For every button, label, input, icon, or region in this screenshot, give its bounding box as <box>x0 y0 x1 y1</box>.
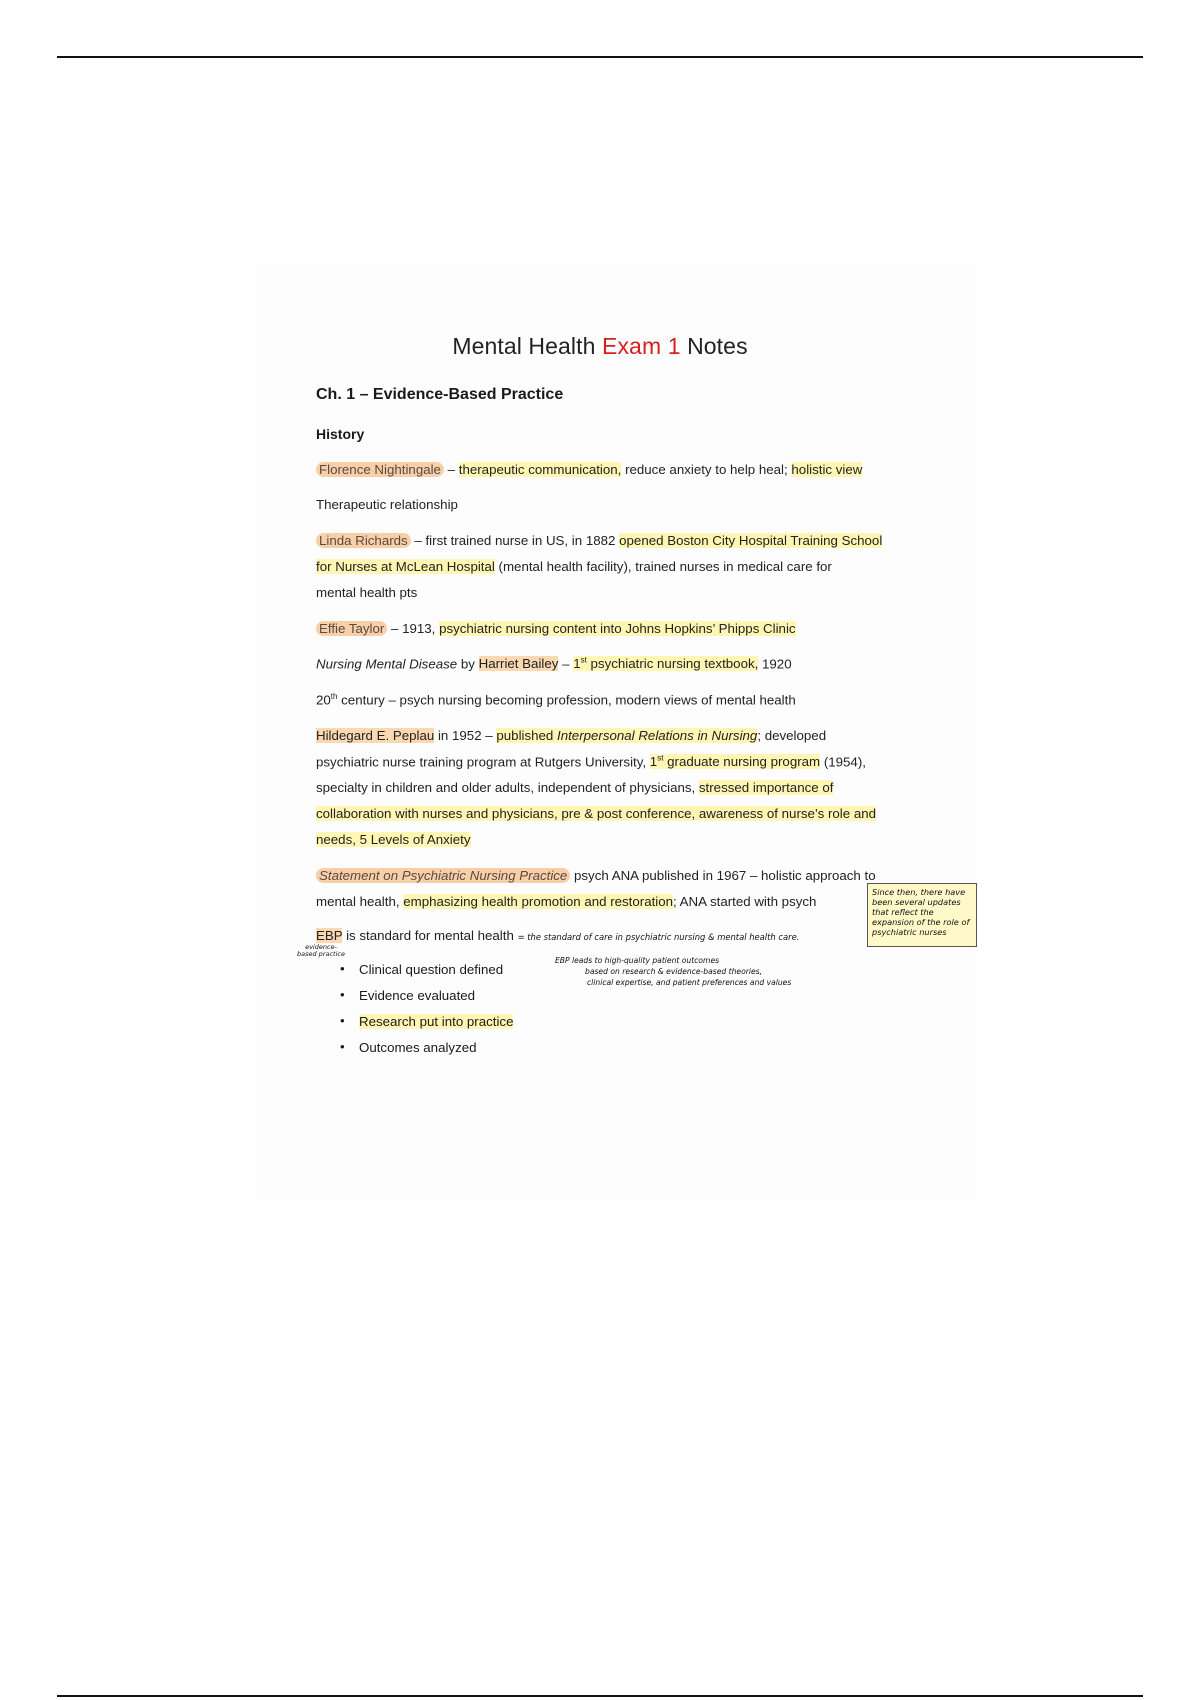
note-line: mental health pts <box>316 585 418 600</box>
handwritten-annotation: = the standard of care in psychiatric nursing & mental health care. <box>517 932 800 942</box>
list-item: • Research put into practice <box>340 1014 513 1040</box>
list-item: • Clinical question defined <box>340 962 513 988</box>
bottom-rule <box>57 1695 1143 1697</box>
note-line: needs, 5 Levels of Anxiety <box>316 832 471 847</box>
note-line: Hildegard E. Peplau in 1952 – published Interpersonal Relations in Nursing; developed <box>316 728 827 743</box>
note-line: mental health, emphasizing health promotion and restoration; ANA started with psych <box>316 894 817 909</box>
note-line: psychiatric nurse training program at Rutgers University, 1st graduate nursing program (1954), <box>316 754 866 770</box>
ebp-highlight: EBP <box>316 928 343 943</box>
chapter-heading: Ch. 1 – Evidence-Based Practice <box>316 386 564 403</box>
document-highlight: Statement on Psychiatric Nursing Practice <box>316 868 570 883</box>
person-highlight: Harriet Bailey <box>478 656 559 672</box>
person-highlight: Florence Nightingale <box>316 462 444 477</box>
note-line: collaboration with nurses and physicians, pre & post conference, awareness of nurse’s role and <box>316 806 877 821</box>
list-item: • Outcomes analyzed <box>340 1040 513 1066</box>
note-line: Florence Nightingale – therapeutic communication, reduce anxiety to help heal; holistic view <box>316 462 862 477</box>
person-highlight: Linda Richards <box>316 533 411 548</box>
note-line: 20th century – psych nursing becoming profession, modern views of mental health <box>316 692 796 708</box>
note-line: for Nurses at McLean Hospital (mental health facility), trained nurses in medical care for <box>316 559 832 574</box>
handwritten-annotation: EBP leads to high-quality patient outcomes <box>555 956 720 965</box>
note-line: Therapeutic relationship <box>316 497 458 512</box>
handwritten-annotation: clinical expertise, and patient preferences and values <box>587 978 792 987</box>
top-rule <box>57 56 1143 58</box>
section-heading: History <box>316 426 365 442</box>
margin-handwriting: evidence-based practice <box>297 943 345 958</box>
note-line: Nursing Mental Disease by Harriet Bailey – 1st psychiatric nursing textbook, 1920 <box>316 656 792 672</box>
note-line: Linda Richards – first trained nurse in US, in 1882 opened Boston City Hospital Training School <box>316 533 882 548</box>
note-line: Effie Taylor – 1913, psychiatric nursing content into Johns Hopkins’ Phipps Clinic <box>316 621 796 636</box>
note-line: Statement on Psychiatric Nursing Practice psych ANA published in 1967 – holistic approach to <box>316 868 876 883</box>
page-title: Mental Health Exam 1 Notes <box>452 333 748 359</box>
person-highlight: Hildegard E. Peplau <box>316 728 435 743</box>
note-line: specialty in children and older adults, independent of physicians, stressed importance of <box>316 780 834 795</box>
person-highlight: Effie Taylor <box>316 621 387 636</box>
sticky-note: Since then, there have been several updates that reflect the expansion of the role of psychiatric nurses <box>867 883 977 947</box>
note-line: EBP is standard for mental health = the standard of care in psychiatric nursing & mental health care. <box>316 928 800 943</box>
handwritten-annotation: based on research & evidence-based theories, <box>585 967 763 976</box>
list-item: • Evidence evaluated <box>340 988 513 1014</box>
ebp-steps-list <box>340 962 513 1066</box>
